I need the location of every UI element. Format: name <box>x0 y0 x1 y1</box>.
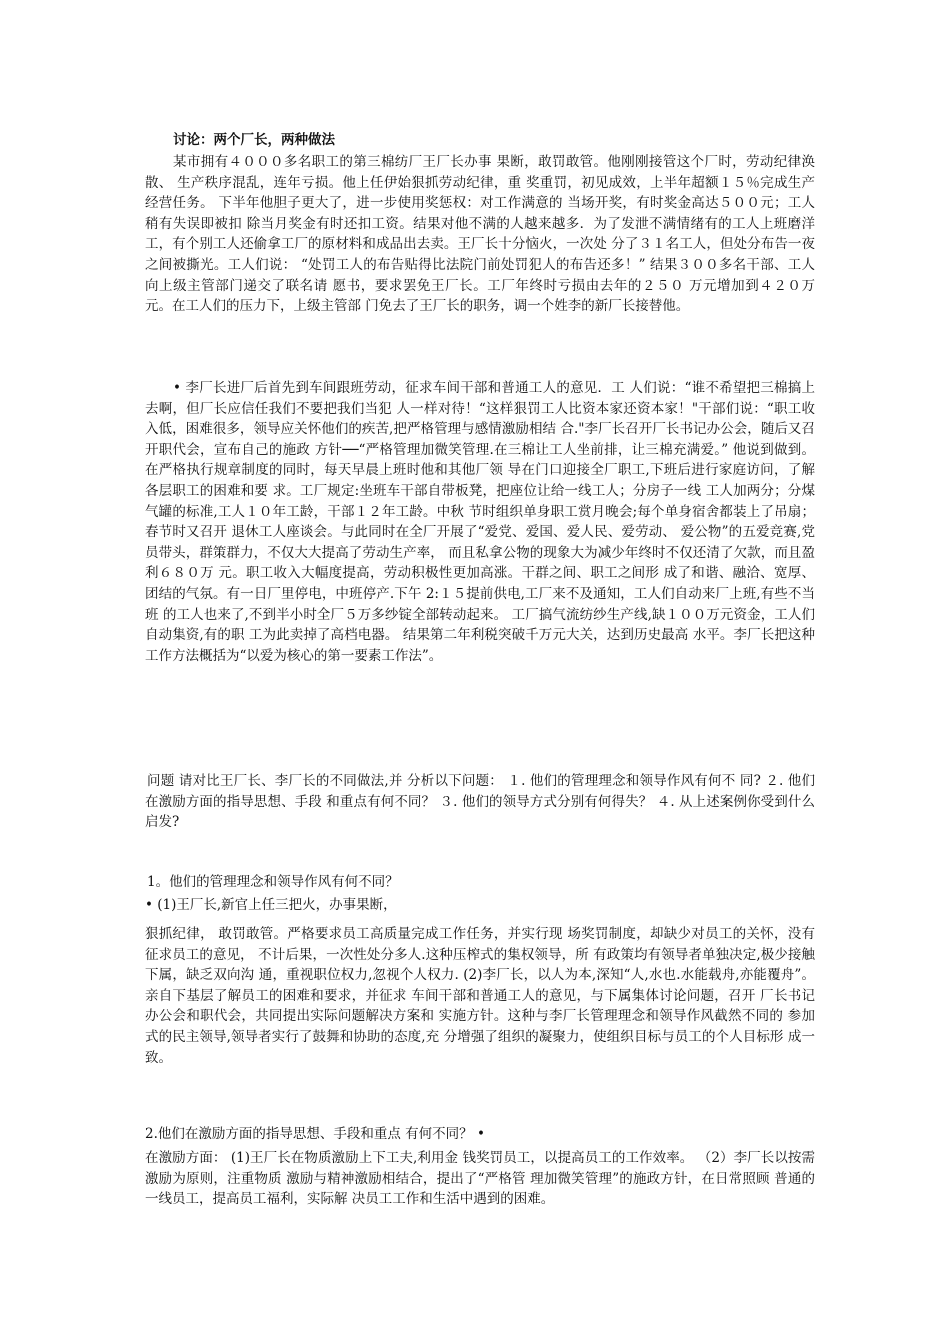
answer-1-heading: 1。他们的管理理念和领导作风有何不同？ <box>147 874 399 890</box>
answer-2-heading: 2.他们在激励方面的指导思想、手段和重点 有何不同？ • <box>145 1126 485 1142</box>
answer-1-body: 狠抓纪律， 敢罚敢管。严格要求员工高质量完成工作任务，并实行现 场奖罚制度，却缺少对员工的关怀，没有征求员工的意见， 不计后果，一次性处分多人.这种压榨式的集权领导，所 有政策均有领导者单独决定,极少接触下属，缺乏双向沟 通，重视职位权力,忽视个人权力. (2)李厂长，以人为本,深知“人,水也.水能载舟,亦能覆舟”。亲自下基层了解员工的困难和要求，并征求 车间干部和普通工人的意见，与下属集体讨论问题，召开 厂长书记办公会和职代会，共同提出实际问题解决方案和 实施方针。这种与李厂长管理理念和领导作风截然不同的 参加式的民主领导,领导者实行了鼓舞和协助的态度,充 分增强了组织的凝聚力，使组织目标与员工的个人目标形 成一致。 <box>145 926 815 1066</box>
answer-2-body: 在激励方面： (1)王厂长在物质激励上下工夫,利用金 钱奖罚员工，以提高员工的工作效率。 （2）李厂长以按需激励为原则，注重物质 激励与精神激励相结合，提出了“严格管 理加微笑管理”的施政方针，在日常照顾 普通的一线员工，提高员工福利，实际解 决员工工作和生活中遇到的困难。 <box>145 1150 815 1208</box>
discussion-questions: 问题 请对比王厂长、李厂长的不同做法,并 分析以下问题： １. 他们的管理理念和领导作风有何不 同? ２. 他们在激励方面的指导思想、手段 和重点有何不同？ ３. 他们的领导方式分别有何得失？ ４. 从上述案例你受到什么启发? <box>145 773 815 831</box>
case-paragraph-li: • 李厂长进厂后首先到车间跟班劳动，征求车间干部和普通工人的意见．工 人们说：“谁不希望把三棉搞上去啊，但厂长应信任我们不要把我们当犯 人一样对待！“这样狠罚工人比资本家还资本家！"干部们说：“职工收 入低，困难很多，领导应关怀他们的疾苦,把严格管理与感情激励相结 合."李厂长召开厂长书记办公会，随后又召开职代会，宣布自己的施政 方针──“严格管理加微笑管理.在三棉让工人坐前排，让三棉充满爱。” 他说到做到。在严格执行规章制度的同时，每天早晨上班时他和其他厂领 导在门口迎接全厂职工,下班后进行家庭访问，了解各层职工的困难和要 求。工厂规定:坐班车干部自带板凳，把座位让给一线工人；分房子一线 工人加两分；分煤气罐的标准,工人１０年工龄，干部１２年工龄。中秋 节时组织单身职工赏月晚会;每个单身宿舍都装上了吊扇；春节时又召开 退休工人座谈会。与此同时在全厂开展了“爱党、爱国、爱人民、爱劳动、 爱公物”的五爱竞赛,党员带头，群策群力，不仅大大提高了劳动生产率， 而且私拿公物的现象大为减少年终时不仅还清了欠款，而且盈利６８０万 元。职工收入大幅度提高，劳动积极性更加高涨。干群之间、职工之间形 成了和谐、融洽、宽厚、团结的气氛。有一日厂里停电，中班停产.下午 2:１５提前供电,工厂来不及通知，工人们自动来厂上班,有些不当班 的工人也来了,不到半小时全厂５万多纱锭全部转动起来。 工厂搞气流纺纱生产线,缺１００万元资金，工人们自动集资,有的职 工为此卖掉了高档电器。 结果第二年利税突破千万元大关，达到历史最高 水平。李厂长把这种工作方法概括为“以爱为核心的第一要素工作法”。 <box>145 380 815 664</box>
answer-1-bullet: • (1)王厂长,新官上任三把火，办事果断， <box>145 897 397 913</box>
case-paragraph-wang: 某市拥有４０００多名职工的第三棉纺厂王厂长办事 果断，敢罚敢管。他刚刚接管这个厂时，劳动纪律涣散、 生产秩序混乱，连年亏损。他上任伊始狠抓劳动纪律，重 奖重罚，初见成效，上半年超额１５％完成生产经营任务。 下半年他胆子更大了，进一步使用奖惩权：对工作满意的 当场开奖，有时奖金高达５００元；工人稍有失误即被扣 除当月奖金有时还扣工资。结果对他不满的人越来越多．为了发泄不满情绪有的工人上班磨洋工，有个别工人还偷拿工厂的原材料和成品出去卖。王厂长十分恼火，一次处 分了３１名工人，但处分布告一夜之间被撕光。工人们说： “处罚工人的布告贴得比法院门前处罚犯人的布告还多！” 结果３００多名干部、工人向上级主管部门递交了联名请 愿书，要求罢免王厂长。工厂年终时亏损由去年的２５０ 万元增加到４２０万元。在工人们的压力下，上级主管部 门免去了王厂长的职务，调一个姓李的新厂长接替他。 <box>145 154 815 315</box>
document-title: 讨论：两个厂长，两种做法 <box>173 132 335 148</box>
